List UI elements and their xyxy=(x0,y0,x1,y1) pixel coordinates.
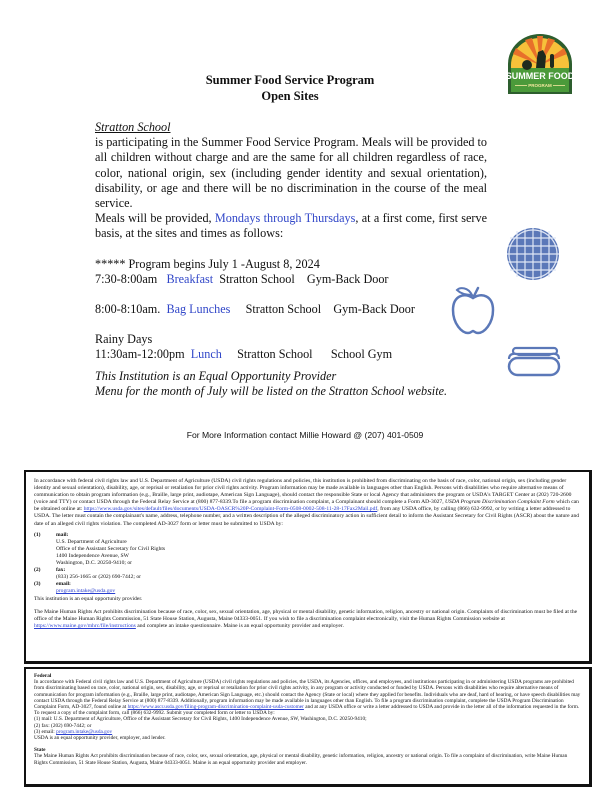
usda-nondiscrimination-statement xyxy=(24,470,592,664)
svg-text:SUMMER FOOD: SUMMER FOOD xyxy=(505,71,575,81)
apple-icon xyxy=(450,282,496,336)
federal-fax-line: (2) fax: (202) 690-7442; or xyxy=(34,722,92,729)
fax-numbers: (833) 256-1665 or (202) 690-7442; or xyxy=(56,574,141,581)
meal-row-rainy-lunch xyxy=(95,347,487,362)
usda-eop-line: USDA is an equal opportunity provider, employer, and lender. xyxy=(34,735,166,742)
site-info xyxy=(95,120,487,399)
method-label: mail: xyxy=(56,531,69,538)
meal-time: 11:30am-12:00pm xyxy=(95,347,185,362)
contact-info: For More Information contact Millie Howard @ (207) 401-0509 xyxy=(186,430,424,440)
federal-paragraph xyxy=(34,679,581,716)
meal-site: Stratton School xyxy=(237,347,313,362)
equal-opportunity-line: This Institution is an Equal Opportunity Provider xyxy=(95,368,337,383)
method-number: (2) xyxy=(34,567,41,574)
federal-email-link[interactable]: program.intake@usda.gov xyxy=(56,728,113,735)
meal-time: 8:00-8:10am. xyxy=(95,302,161,317)
complaint-form-link[interactable]: https://www.usda.gov/sites/default/files/documents/USDA-OASCR%20P-Complaint-Form-0508-0002-508-11-28-17Fax2Mail.pdf xyxy=(83,506,378,513)
page-title: Summer Food Service Program xyxy=(205,73,375,87)
waffle-icon xyxy=(505,226,561,282)
page-subtitle: Open Sites xyxy=(261,89,319,103)
state-heading: State xyxy=(34,747,46,754)
menu-note: Menu for the month of July will be listed on the Stratton School website. xyxy=(95,383,448,398)
address-line: 1400 Independence Avenue, SW xyxy=(56,552,129,559)
program-dates: ***** Program begins July 1 -August 8, 2024 xyxy=(95,256,320,271)
usda-statement-paragraph xyxy=(34,478,581,528)
ascr-complaint-link[interactable]: https://www.ascr.usda.gov/filing-program-discrimination-complaint-usda-customer xyxy=(127,704,304,711)
equal-opportunity-statement: This institution is an equal opportunity provider. xyxy=(34,595,143,602)
days-suffix: , at a first come, first serve basis, at the sites and times as follows: xyxy=(95,211,487,241)
svg-text:PROGRAM: PROGRAM xyxy=(528,83,552,88)
meal-site: Stratton School xyxy=(245,302,322,317)
address-line: U.S. Department of Agriculture xyxy=(56,538,127,545)
maine-text: The Maine Human Rights Act prohibits discrimination because of race, color, sex, sexual orientation, age, physical or mental disability, genetic information, religion, ancestry or national origin. Complaints of discrimination must be filed at the office of the Maine Human Rights Commission, 51 State House Station, Augusta, Maine 04333-0051. If you wish to file a discrimination complaint electronically, visit the Human Rights Commission website at xyxy=(34,608,578,622)
fax-method xyxy=(56,567,581,581)
address-line: Office of the Assistant Secretary for Civil Rights xyxy=(56,545,166,552)
federal-text: In accordance with Federal civil rights law and U.S. Department of Agriculture (USDA) civil rights regulations and policies, the USDA, its Agencies, offices, and employees, and institutions participating in or administering USDA programs are prohibited from discriminating based on race, color, national origin, sex, disability, age, or reprisal or retaliation for prior civil rights activity, in any program or activity conducted or funded by USDA. Persons with disabilities who require alternative means of communication for program information (e.g., Braille, large print, audiotape, American Sign Language, etc.) should contact the Agency (State or local) where they applied for benefits. Individuals who are deaf, hard of hearing, or have speech disabilities may contact USDA through the Federal Relay Service at (800) 877-8339. Additionally, program information may be made available in languages other than English. To file a program discrimination complaint, complete the USDA Program Discrimination Complaint Form, AD-3027, found online at xyxy=(34,679,581,711)
federal-heading: Federal xyxy=(34,673,52,679)
meal-location: School Gym xyxy=(330,347,393,362)
hotdog-icon xyxy=(505,345,563,379)
meal-row-breakfast xyxy=(95,272,487,287)
meal-time: 7:30-8:00am xyxy=(95,271,158,286)
meal-location: Gym-Back Door xyxy=(333,302,415,317)
email-method xyxy=(56,581,581,595)
maine-statement xyxy=(34,609,581,630)
statement-text: , from any USDA office, by calling (866) 632-9992, or by writing a letter addressed to USDA. The letter must contain the complainant's name, address, telephone number, and a written description of the alleged discriminatory action in sufficient detail to inform the Assistant Secretary for Civil Rights (ASCR) about the nature and date of an alleged civil rights violation. The completed AD-3027 form or letter must be submitted to USDA by: xyxy=(34,506,580,527)
statement-text: In accordance with federal civil rights law and U.S. Department of Agriculture (USDA) civil rights regulations and policies, this institution is prohibited from discriminating on the basis of race, color, national origin, sex (including gender identity and sexual orientation), disability, age, or reprisal or retaliation for prior civil rights activity. Program information may be made available in languages other than English. Persons with disabilities who require alternative means of communication to obtain program information (e.g., Braille, large print, audiotape, American Sign Language), should contact the responsible State or local Agency that administers the program or USDA's TARGET Center at (202) 720-2600 (voice and TTY) or contact USDA through the Federal Relay Service at (800) 877-8339.To file a program discrimination complaint, a Complainant should complete a Form AD-3027, xyxy=(34,478,572,506)
email-prefix: (3) email: xyxy=(34,728,57,735)
meal-location: Gym-Back Door xyxy=(306,271,389,286)
meal-type: Bag Lunches xyxy=(166,302,231,317)
state-paragraph: The Maine Human Rights Act prohibits discrimination because of race, color, sex, sexual orientation, age, physical or mental disability, genetic information, religion, ancestry or national origin. To file a complaint of discrimination, write Maine Human Rights Commission, 51 State House Station, Augusta, Maine 04333-0051. Maine is an equal opportunity provider and employer. xyxy=(34,753,568,766)
method-label: email: xyxy=(56,581,71,588)
statement-text: which can be obtained online at: xyxy=(34,499,579,513)
intro-paragraph xyxy=(95,135,487,211)
days-prefix: Meals will be provided, xyxy=(95,211,215,226)
intro-text: is participating in the Summer Food Service Program. Meals will be provided to all children without charge and are the same for all children regardless of race, color, national origin, sex (including gender identity and sexual orientation), disability, or age and there will be no discrimination in the course of the meal service. xyxy=(95,135,487,211)
mail-method xyxy=(56,532,581,567)
method-number: (3) xyxy=(34,581,41,588)
meal-site: Stratton School xyxy=(219,271,295,286)
federal-state-statement xyxy=(24,667,592,787)
meal-type: Breakfast xyxy=(166,271,214,286)
method-label: fax: xyxy=(56,567,66,574)
meal-row-bag-lunches xyxy=(95,302,487,317)
method-number: (1) xyxy=(34,531,41,538)
email-link[interactable]: program.intake@usda.gov xyxy=(56,588,116,595)
meal-type: Lunch xyxy=(190,347,222,362)
maine-text: and complete an intake questionnaire. Maine is an equal opportunity provider and employer. xyxy=(135,622,344,629)
rainy-days-label: Rainy Days xyxy=(95,332,153,347)
submission-methods xyxy=(34,532,581,596)
school-name: Stratton School xyxy=(95,120,171,134)
days-paragraph xyxy=(95,211,487,241)
address-line: Washington, D.C. 20250-9410; or xyxy=(56,560,132,567)
service-days: Mondays through Thursdays xyxy=(214,211,356,226)
federal-mail-line: (1) mail: U.S. Department of Agriculture, Office of the Assistant Secretary for Civil Rights, 1400 Independence Avenue, SW, Washington, D.C. 20250-9410; xyxy=(34,716,367,723)
maine-hrc-link[interactable]: https://www.maine.gov/mhrc/file/instructions xyxy=(34,622,136,629)
complaint-form-title: USDA Program Discrimination Complaint Form xyxy=(445,499,555,506)
federal-text: and at any USDA office or write a letter addressed to USDA and provide in the letter all of the information requested in the form. To request a copy of the complaint form, call (866) 632-9992. Submit your completed form or letter to USDA by: xyxy=(34,704,580,717)
